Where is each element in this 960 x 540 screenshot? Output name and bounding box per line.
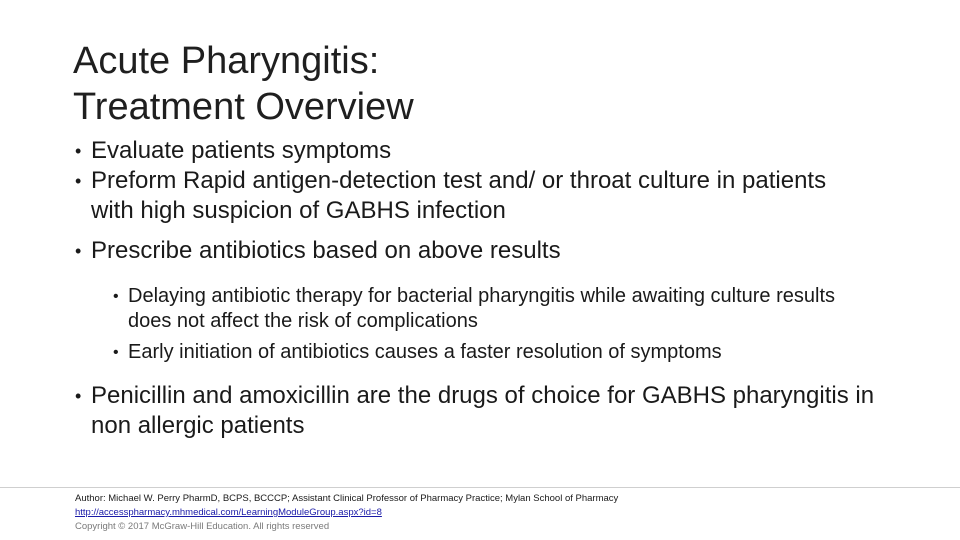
footer-author: Author: Michael W. Perry PharmD, BCPS, BCCCP; Assistant Clinical Professor of Pharmacy Practice; Mylan School of Pharmacy xyxy=(75,493,619,504)
bullet-drugs-of-choice: • Penicillin and amoxicillin are the drugs of choice for GABHS pharyngitis in non allergic patients xyxy=(75,381,875,441)
bullet-rapid-antigen-test: • Preform Rapid antigen-detection test and/ or throat culture in patients with high suspicion of GABHS infection xyxy=(75,166,875,226)
slide-title xyxy=(73,38,414,130)
bullet-list xyxy=(75,136,875,441)
footer-copyright: Copyright © 2017 McGraw-Hill Education. All rights reserved xyxy=(75,521,330,532)
bullet-prescribe-antibiotics: • Prescribe antibiotics based on above results xyxy=(75,236,875,266)
footer-divider xyxy=(0,487,960,488)
sub-bullet-list xyxy=(75,284,875,365)
slide-title-line-1: Acute Pharyngitis: xyxy=(73,40,380,82)
bullet-evaluate-symptoms: • Evaluate patients symptoms xyxy=(75,136,875,166)
footer xyxy=(75,492,618,534)
sub-bullet-early-initiation: • Early initiation of antibiotics causes a faster resolution of symptoms xyxy=(113,340,875,365)
footer-link[interactable]: http://accesspharmacy.mhmedical.com/LearningModuleGroup.aspx?id=8 xyxy=(75,507,382,518)
slide-title-line-2: Treatment Overview xyxy=(73,86,414,128)
sub-bullet-delaying-therapy: • Delaying antibiotic therapy for bacterial pharyngitis while awaiting culture results does not affect the risk of complications xyxy=(113,284,875,334)
